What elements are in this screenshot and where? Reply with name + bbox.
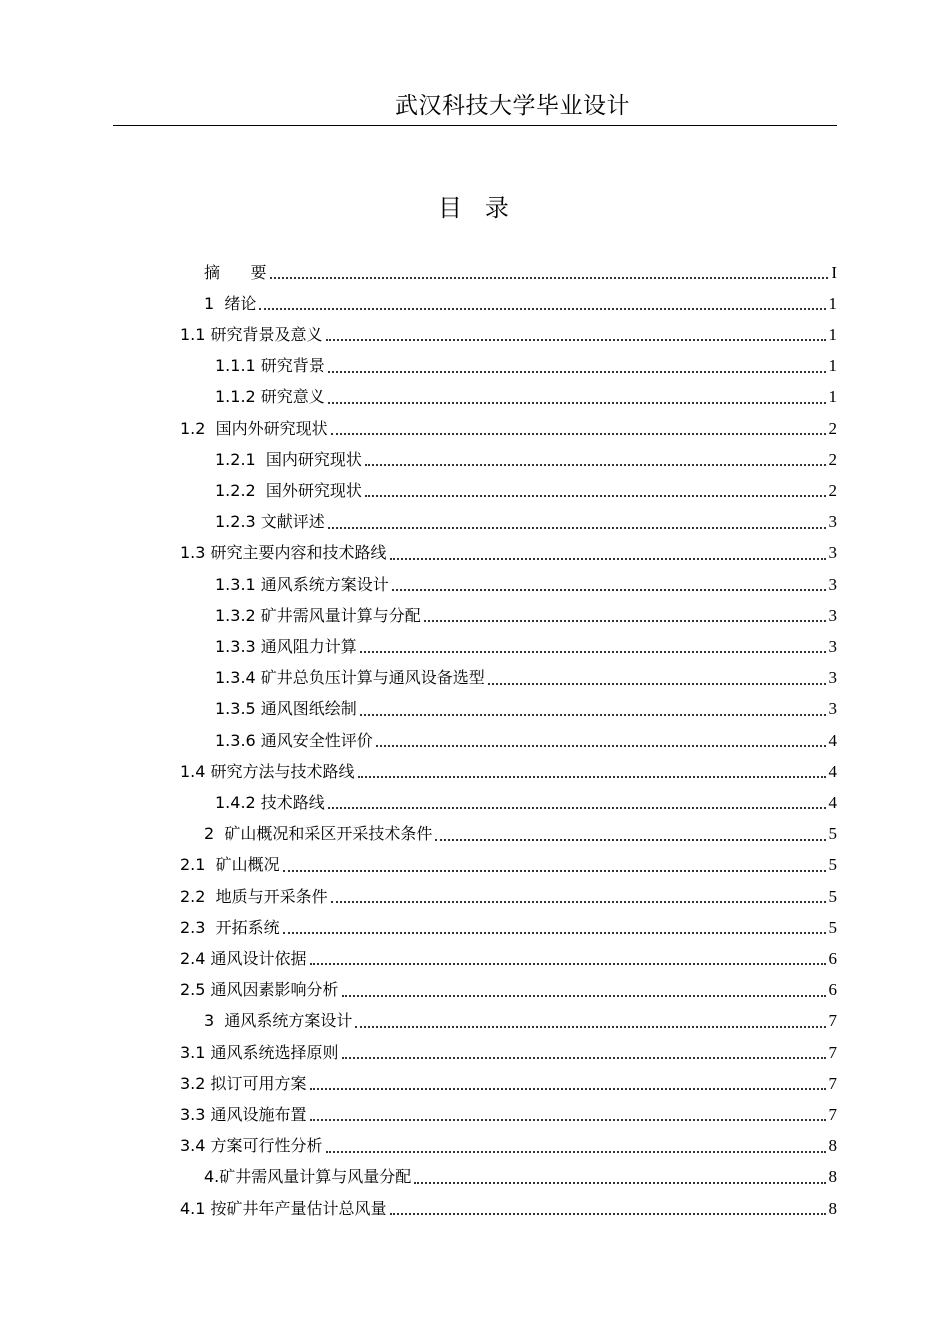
toc-entry[interactable] xyxy=(180,1131,837,1162)
toc-entry-page: I xyxy=(831,262,837,282)
toc-entry-page: 3 xyxy=(828,543,837,563)
toc-leader-dots xyxy=(310,1118,826,1121)
toc-entry[interactable] xyxy=(204,819,837,850)
toc-entry-label: 1.3.5 通风图纸绘制 xyxy=(215,699,357,719)
toc-entry[interactable] xyxy=(180,1099,837,1130)
toc-entry-page: 3 xyxy=(828,636,837,656)
toc-entry-label: 1.2 国内外研究现状 xyxy=(180,418,328,438)
toc-leader-dots xyxy=(390,1212,826,1215)
toc-entry-label: 4.1 按矿井年产量估计总风量 xyxy=(180,1198,387,1218)
toc-entry-page: 3 xyxy=(828,668,837,688)
toc-entry-label: 2 矿山概况和采区开采技术条件 xyxy=(204,824,433,844)
toc-entry-page: 3 xyxy=(828,605,837,625)
toc-entry-page: 8 xyxy=(828,1198,837,1218)
toc-entry-label: 1.1.1 研究背景 xyxy=(215,356,325,376)
toc-entry-page: 7 xyxy=(828,1042,837,1062)
toc-leader-dots xyxy=(331,900,826,903)
toc-entry[interactable] xyxy=(215,663,837,694)
toc-entry-label: 1.3.4 矿井总负压计算与通风设备选型 xyxy=(215,668,485,688)
toc-entry-page: 5 xyxy=(828,824,837,844)
toc-entry-page: 1 xyxy=(828,293,837,313)
toc-entry[interactable] xyxy=(215,382,837,413)
toc-entry[interactable] xyxy=(180,943,837,974)
toc-leader-dots xyxy=(328,401,826,404)
toc-leader-dots xyxy=(342,994,826,997)
toc-leader-dots xyxy=(392,588,826,591)
toc-entry-label: 1.4 研究方法与技术路线 xyxy=(180,761,355,781)
toc-leader-dots xyxy=(390,557,826,560)
toc-entry[interactable] xyxy=(215,444,837,475)
toc-entry-page: 3 xyxy=(828,512,837,532)
toc-entry-page: 3 xyxy=(828,699,837,719)
toc-entry[interactable] xyxy=(180,1068,837,1099)
toc-entry[interactable] xyxy=(204,257,837,288)
toc-entry[interactable] xyxy=(180,975,837,1006)
toc-entry-label: 2.4 通风设计依据 xyxy=(180,948,307,968)
toc-entry-page: 2 xyxy=(828,480,837,500)
toc-leader-dots xyxy=(488,682,826,685)
toc-entry[interactable] xyxy=(215,787,837,818)
toc-entry-label: 1.2.2 国外研究现状 xyxy=(215,480,362,500)
toc-entry-label: 1.1 研究背景及意义 xyxy=(180,324,323,344)
toc-leader-dots xyxy=(283,869,826,872)
toc-entry-label: 4.矿井需风量计算与风量分配 xyxy=(204,1167,412,1187)
toc-entry[interactable] xyxy=(180,1037,837,1068)
toc-entry-page: 8 xyxy=(828,1167,837,1187)
toc-entry-label: 2.3 开拓系统 xyxy=(180,917,280,937)
toc-leader-dots xyxy=(365,463,826,466)
toc-leader-dots xyxy=(360,650,826,653)
toc-leader-dots xyxy=(328,370,826,373)
toc-entry[interactable] xyxy=(215,631,837,662)
toc-entry-page: 1 xyxy=(828,324,837,344)
toc-leader-dots xyxy=(270,276,829,279)
toc-entry-page: 1 xyxy=(828,387,837,407)
toc-entry-label: 2.1 矿山概况 xyxy=(180,855,280,875)
toc-leader-dots xyxy=(414,1181,825,1184)
toc-entry[interactable] xyxy=(204,1006,837,1037)
toc-leader-dots xyxy=(365,494,826,497)
toc-entry-label: 1.2.1 国内研究现状 xyxy=(215,449,362,469)
toc-entry-label: 摘 要 xyxy=(204,262,267,282)
toc-entry-label: 1.3.6 通风安全性评价 xyxy=(215,730,373,750)
toc-leader-dots xyxy=(424,619,826,622)
toc-entry-page: 3 xyxy=(828,574,837,594)
toc-entry[interactable] xyxy=(180,1193,837,1224)
toc-entry-label: 1.3 研究主要内容和技术路线 xyxy=(180,543,387,563)
toc-entry-label: 3.2 拟订可用方案 xyxy=(180,1073,307,1093)
toc-entry-label: 3.4 方案可行性分析 xyxy=(180,1136,323,1156)
toc-entry-page: 6 xyxy=(828,948,837,968)
toc-entry-label: 3.1 通风系统选择原则 xyxy=(180,1042,339,1062)
toc-entry[interactable] xyxy=(215,507,837,538)
toc-entry[interactable] xyxy=(180,413,837,444)
toc-entry-page: 5 xyxy=(828,886,837,906)
toc-heading: 目 录 xyxy=(438,194,509,222)
toc-entry-label: 1.4.2 技术路线 xyxy=(215,792,325,812)
toc-leader-dots xyxy=(376,744,826,747)
toc-leader-dots xyxy=(328,806,826,809)
toc-entry-label: 1.2.3 文献评述 xyxy=(215,512,325,532)
toc-leader-dots xyxy=(310,962,826,965)
toc-entry[interactable] xyxy=(215,725,837,756)
toc-entry-page: 5 xyxy=(828,917,837,937)
toc-entry[interactable] xyxy=(215,600,837,631)
toc-entry[interactable] xyxy=(215,351,837,382)
toc-leader-dots xyxy=(360,713,826,716)
toc-leader-dots xyxy=(283,931,826,934)
toc-leader-dots xyxy=(259,307,825,310)
toc-entry[interactable] xyxy=(215,694,837,725)
toc-entry[interactable] xyxy=(215,475,837,506)
toc-leader-dots xyxy=(355,1025,825,1028)
toc-leader-dots xyxy=(342,1056,826,1059)
toc-entry[interactable] xyxy=(180,912,837,943)
toc-entry[interactable] xyxy=(180,756,837,787)
toc-entry-label: 1.3.1 通风系统方案设计 xyxy=(215,574,389,594)
toc-entry-label: 2.5 通风因素影响分析 xyxy=(180,980,339,1000)
toc-entry-label: 1.1.2 研究意义 xyxy=(215,387,325,407)
toc-entry[interactable] xyxy=(204,1162,837,1193)
toc-entry-page: 7 xyxy=(828,1104,837,1124)
toc-entry[interactable] xyxy=(215,569,837,600)
toc-leader-dots xyxy=(326,338,826,341)
header-title: 武汉科技大学毕业设计 xyxy=(395,93,630,119)
toc-entry-page: 5 xyxy=(828,855,837,875)
toc-leader-dots xyxy=(326,1150,826,1153)
toc-entry-page: 4 xyxy=(828,730,837,750)
toc-leader-dots xyxy=(328,526,826,529)
toc-entry-page: 4 xyxy=(828,792,837,812)
toc-entry[interactable] xyxy=(204,288,837,319)
toc-entry-page: 2 xyxy=(828,449,837,469)
toc-entry-label: 3 通风系统方案设计 xyxy=(204,1011,353,1031)
toc-leader-dots xyxy=(435,838,825,841)
toc-entry[interactable] xyxy=(180,881,837,912)
toc-entry[interactable] xyxy=(180,319,837,350)
toc-entry-page: 1 xyxy=(828,356,837,376)
toc-entry[interactable] xyxy=(180,850,837,881)
toc-entry-page: 7 xyxy=(828,1011,837,1031)
toc-entry-page: 8 xyxy=(828,1136,837,1156)
toc-entry-label: 2.2 地质与开采条件 xyxy=(180,886,328,906)
toc-entry-page: 2 xyxy=(828,418,837,438)
toc-leader-dots xyxy=(331,432,826,435)
page-header xyxy=(113,90,837,126)
toc-entry-label: 1 绪论 xyxy=(204,293,257,313)
toc-entry-page: 6 xyxy=(828,980,837,1000)
toc-entry-page: 4 xyxy=(828,761,837,781)
toc-entry-label: 1.3.3 通风阻力计算 xyxy=(215,636,357,656)
toc-leader-dots xyxy=(310,1087,826,1090)
toc-entry-label: 3.3 通风设施布置 xyxy=(180,1104,307,1124)
toc-entry[interactable] xyxy=(180,538,837,569)
toc-entry-page: 7 xyxy=(828,1073,837,1093)
toc-leader-dots xyxy=(358,775,826,778)
toc-entry-label: 1.3.2 矿井需风量计算与分配 xyxy=(215,605,421,625)
